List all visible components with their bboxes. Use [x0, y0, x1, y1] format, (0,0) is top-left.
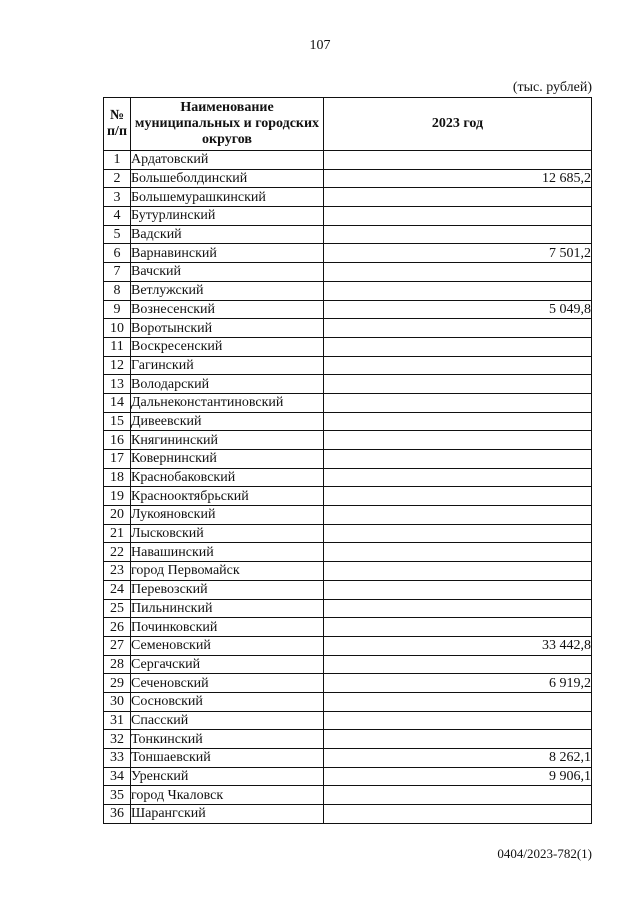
row-value: 33 442,8 — [324, 636, 592, 655]
table-row — [104, 580, 592, 599]
row-number: 29 — [104, 674, 131, 693]
row-number: 28 — [104, 655, 131, 674]
row-number: 33 — [104, 749, 131, 768]
municipality-name: Семеновский — [131, 636, 324, 655]
row-value — [324, 431, 592, 450]
row-value: 12 685,2 — [324, 169, 592, 188]
table-row — [104, 506, 592, 525]
municipality-name: Починковский — [131, 618, 324, 637]
table-row — [104, 786, 592, 805]
row-value — [324, 393, 592, 412]
row-value: 5 049,8 — [324, 300, 592, 319]
row-number: 2 — [104, 169, 131, 188]
row-number: 36 — [104, 805, 131, 824]
row-number: 4 — [104, 207, 131, 226]
table-row — [104, 692, 592, 711]
row-number: 16 — [104, 431, 131, 450]
table-row — [104, 450, 592, 469]
row-number: 11 — [104, 337, 131, 356]
table-row — [104, 412, 592, 431]
municipality-name: Дальнеконстантиновский — [131, 393, 324, 412]
table-row — [104, 393, 592, 412]
table-row — [104, 207, 592, 226]
header-name — [131, 98, 324, 151]
row-number: 30 — [104, 692, 131, 711]
municipality-name: Перевозский — [131, 580, 324, 599]
municipality-name: Лукояновский — [131, 506, 324, 525]
municipality-name: Спасский — [131, 711, 324, 730]
municipality-name: Ковернинский — [131, 450, 324, 469]
table-row — [104, 524, 592, 543]
row-number: 10 — [104, 319, 131, 338]
row-value — [324, 506, 592, 525]
row-value — [324, 337, 592, 356]
row-number: 8 — [104, 281, 131, 300]
table-row — [104, 711, 592, 730]
row-value — [324, 263, 592, 282]
header-name-text: Наименование муниципальных и городских округов — [134, 100, 320, 147]
table-body — [104, 151, 592, 824]
municipality-name: Вачский — [131, 263, 324, 282]
row-number: 19 — [104, 487, 131, 506]
municipality-name: Уренский — [131, 767, 324, 786]
table-row — [104, 319, 592, 338]
row-number: 26 — [104, 618, 131, 637]
row-number: 25 — [104, 599, 131, 618]
table-row — [104, 468, 592, 487]
row-number: 17 — [104, 450, 131, 469]
row-number: 18 — [104, 468, 131, 487]
table-row — [104, 636, 592, 655]
municipality-name: Краснобаковский — [131, 468, 324, 487]
row-value — [324, 207, 592, 226]
row-value — [324, 487, 592, 506]
row-value — [324, 356, 592, 375]
table-row — [104, 749, 592, 768]
municipality-name: Лысковский — [131, 524, 324, 543]
municipality-name: Дивеевский — [131, 412, 324, 431]
municipality-name: Сеченовский — [131, 674, 324, 693]
table-row — [104, 225, 592, 244]
row-value — [324, 524, 592, 543]
row-value — [324, 805, 592, 824]
municipality-name: Варнавинский — [131, 244, 324, 263]
table-row — [104, 655, 592, 674]
row-value: 9 906,1 — [324, 767, 592, 786]
row-number: 23 — [104, 562, 131, 581]
row-number: 14 — [104, 393, 131, 412]
row-number: 13 — [104, 375, 131, 394]
row-number: 27 — [104, 636, 131, 655]
row-value — [324, 468, 592, 487]
table-row — [104, 674, 592, 693]
municipality-name: Гагинский — [131, 356, 324, 375]
municipality-name: Воскресенский — [131, 337, 324, 356]
table-row — [104, 263, 592, 282]
header-value — [324, 98, 592, 151]
table-row — [104, 356, 592, 375]
row-value — [324, 618, 592, 637]
row-number: 7 — [104, 263, 131, 282]
municipality-name: Бутурлинский — [131, 207, 324, 226]
header-num — [104, 98, 131, 151]
row-number: 24 — [104, 580, 131, 599]
municipality-name: Княгининский — [131, 431, 324, 450]
municipality-name: Сергачский — [131, 655, 324, 674]
table-row — [104, 151, 592, 170]
row-value — [324, 412, 592, 431]
table-row — [104, 562, 592, 581]
row-number: 21 — [104, 524, 131, 543]
table-row — [104, 487, 592, 506]
row-value — [324, 375, 592, 394]
municipality-name: город Чкаловск — [131, 786, 324, 805]
row-number: 12 — [104, 356, 131, 375]
row-value — [324, 562, 592, 581]
row-number: 6 — [104, 244, 131, 263]
row-number: 15 — [104, 412, 131, 431]
municipality-name: Тоншаевский — [131, 749, 324, 768]
row-value — [324, 711, 592, 730]
row-value — [324, 599, 592, 618]
header-num-text: № п/п — [106, 108, 128, 139]
row-number: 35 — [104, 786, 131, 805]
row-value — [324, 151, 592, 170]
table-row — [104, 767, 592, 786]
municipality-name: Большемурашкинский — [131, 188, 324, 207]
municipality-name: Ардатовский — [131, 151, 324, 170]
table-row — [104, 188, 592, 207]
row-value: 8 262,1 — [324, 749, 592, 768]
municipality-name: Навашинский — [131, 543, 324, 562]
municipality-name: Пильнинский — [131, 599, 324, 618]
row-number: 34 — [104, 767, 131, 786]
table-row — [104, 618, 592, 637]
row-number: 32 — [104, 730, 131, 749]
row-number: 31 — [104, 711, 131, 730]
table-row — [104, 169, 592, 188]
municipality-name: Большеболдинский — [131, 169, 324, 188]
row-number: 5 — [104, 225, 131, 244]
row-value — [324, 730, 592, 749]
row-number: 3 — [104, 188, 131, 207]
table-row — [104, 599, 592, 618]
row-value — [324, 319, 592, 338]
table-row — [104, 375, 592, 394]
page-number: 107 — [309, 38, 331, 53]
row-value — [324, 543, 592, 562]
table-row — [104, 543, 592, 562]
row-number: 1 — [104, 151, 131, 170]
municipality-name: Воротынский — [131, 319, 324, 338]
municipality-name: Тонкинский — [131, 730, 324, 749]
table-row — [104, 337, 592, 356]
table-row — [104, 730, 592, 749]
row-number: 20 — [104, 506, 131, 525]
municipality-name: Краснооктябрьский — [131, 487, 324, 506]
table-row — [104, 431, 592, 450]
row-value — [324, 786, 592, 805]
municipality-name: Вадский — [131, 225, 324, 244]
municipality-name: город Первомайск — [131, 562, 324, 581]
row-value — [324, 225, 592, 244]
municipality-name: Вознесенский — [131, 300, 324, 319]
municipality-name: Шарангский — [131, 805, 324, 824]
row-value — [324, 188, 592, 207]
units-label: (тыс. рублей) — [512, 80, 592, 95]
row-value — [324, 580, 592, 599]
row-value — [324, 450, 592, 469]
row-number: 22 — [104, 543, 131, 562]
table-header-row — [104, 98, 592, 151]
table-row — [104, 281, 592, 300]
row-value — [324, 655, 592, 674]
allocation-table — [103, 97, 592, 824]
row-value — [324, 692, 592, 711]
row-value — [324, 281, 592, 300]
row-value: 6 919,2 — [324, 674, 592, 693]
document-code: 0404/2023-782(1) — [497, 846, 592, 861]
table-row — [104, 805, 592, 824]
table-row — [104, 300, 592, 319]
header-value-text: 2023 год — [431, 116, 484, 131]
municipality-name: Ветлужский — [131, 281, 324, 300]
table-row — [104, 244, 592, 263]
row-number: 9 — [104, 300, 131, 319]
row-value: 7 501,2 — [324, 244, 592, 263]
municipality-name: Володарский — [131, 375, 324, 394]
municipality-name: Сосновский — [131, 692, 324, 711]
